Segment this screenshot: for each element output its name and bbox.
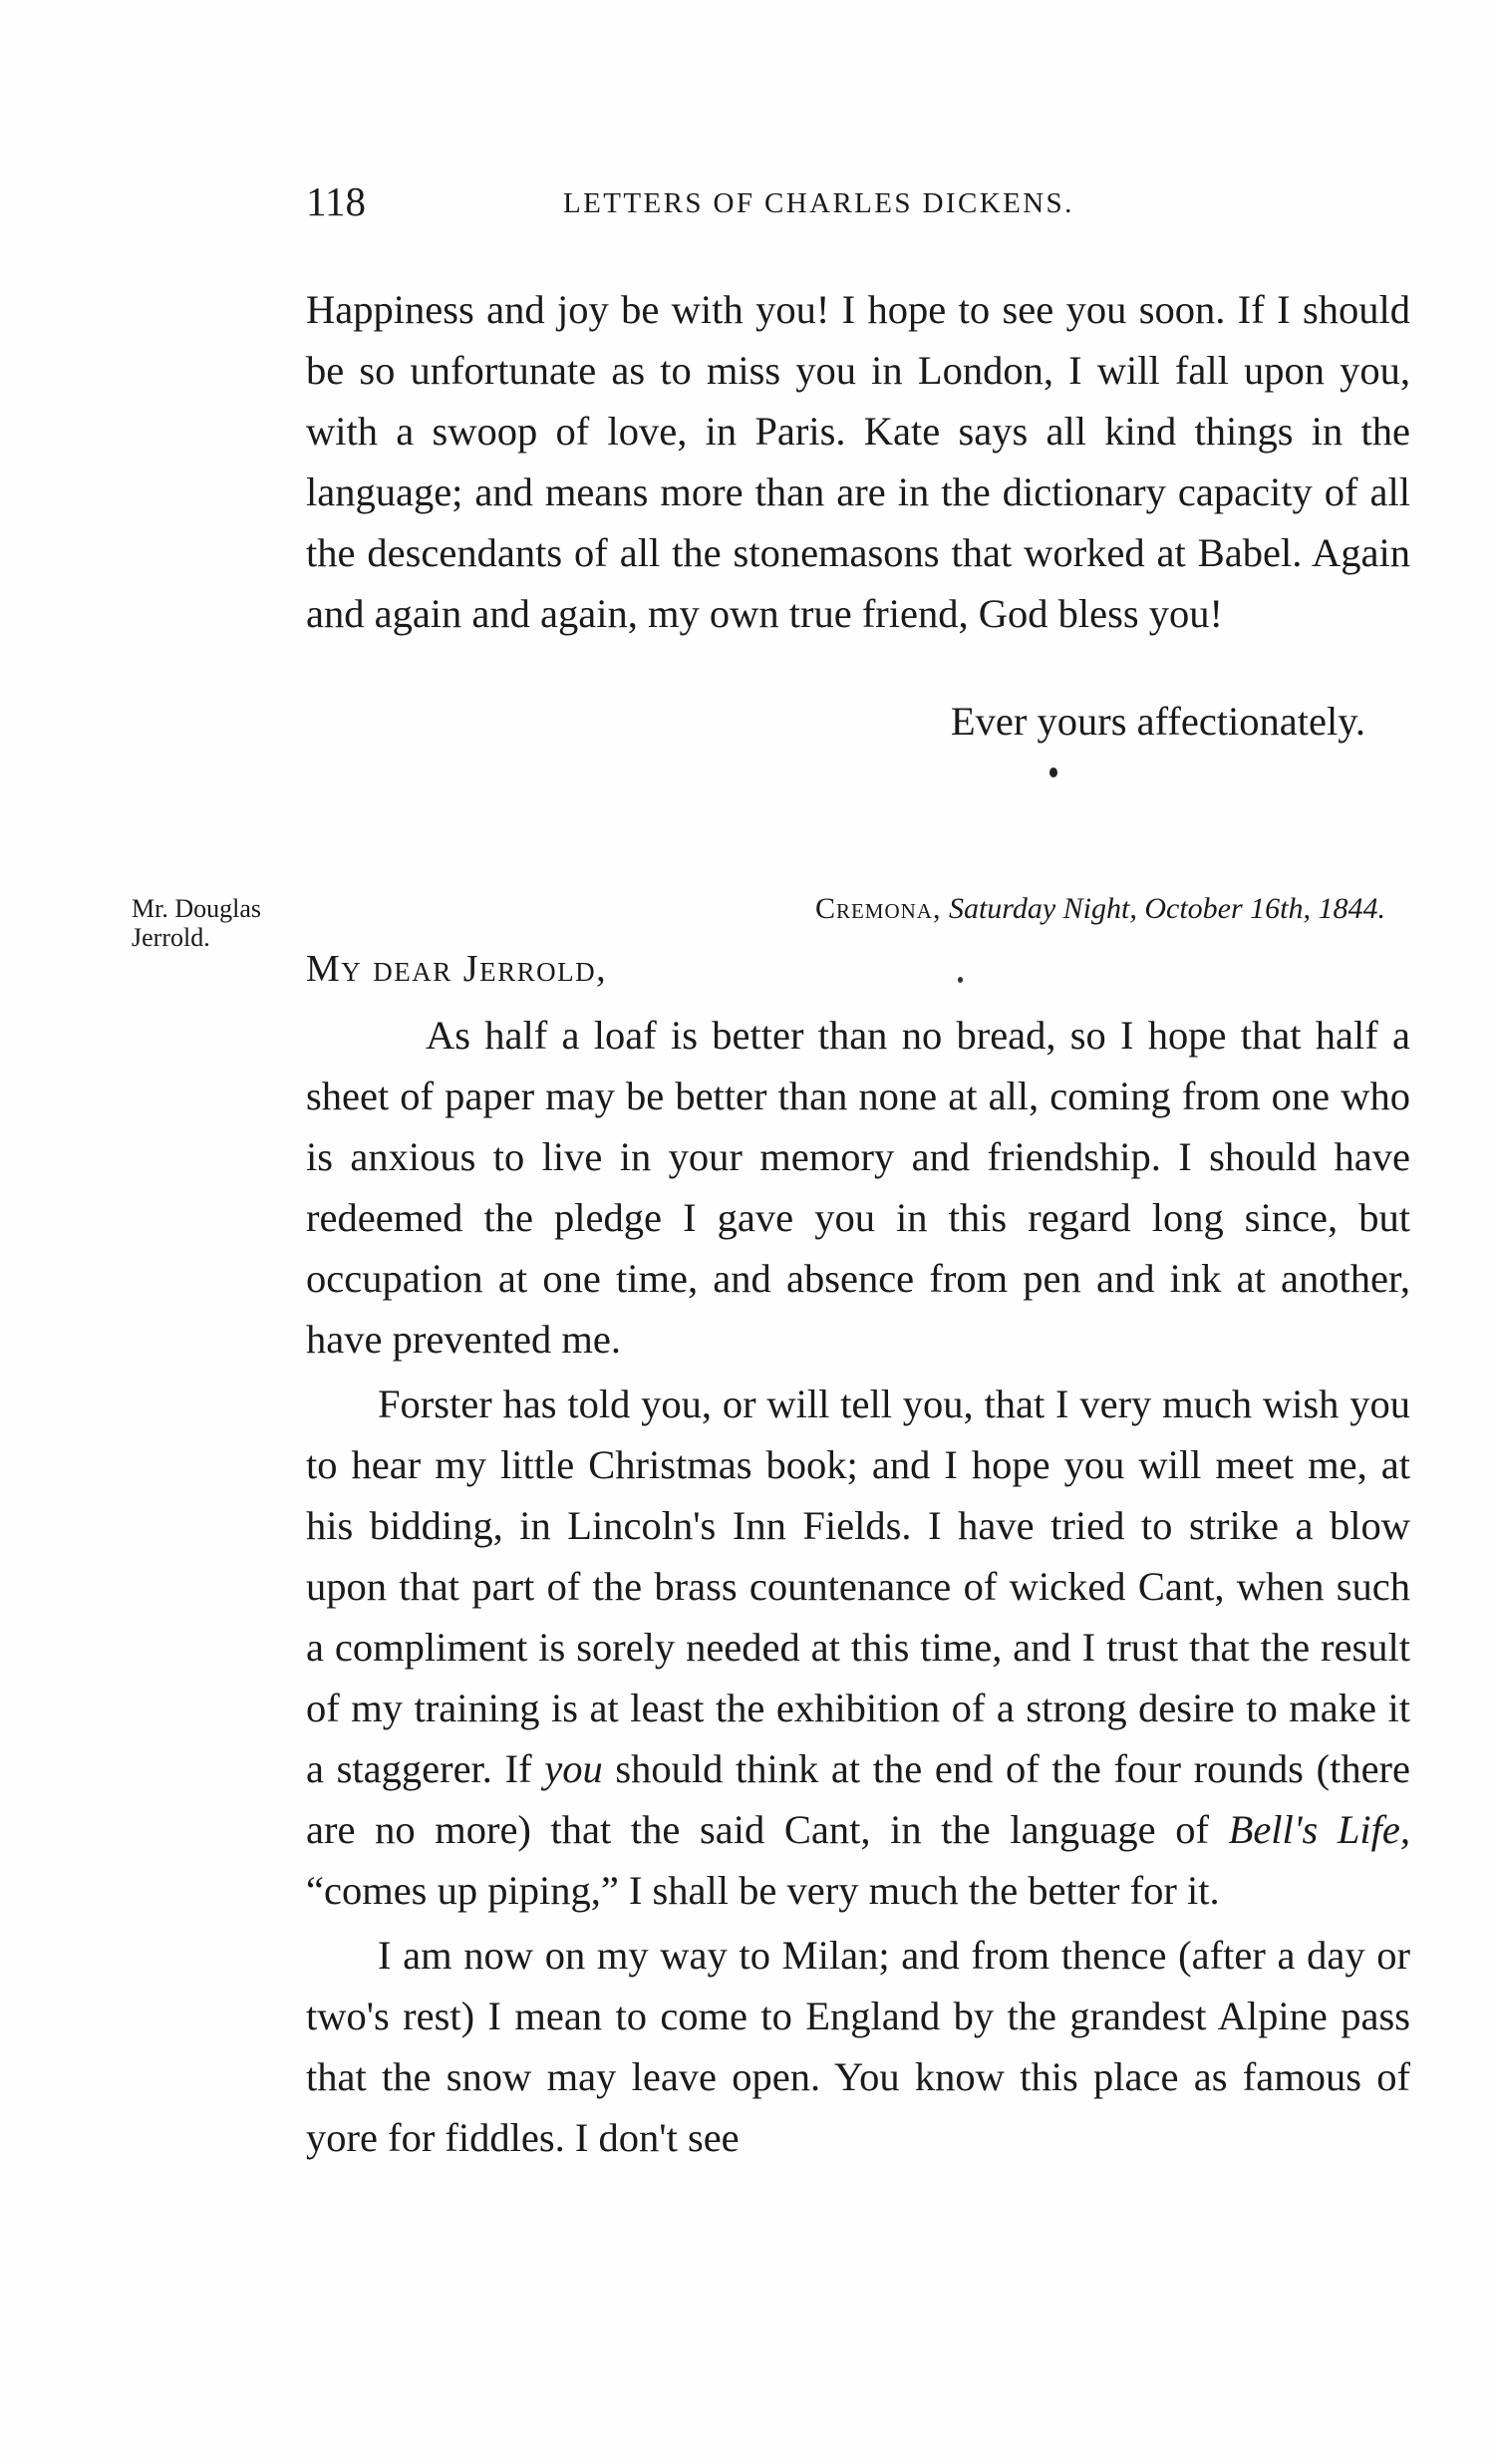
dateline-date: Saturday Night, October 16th, 1844.	[948, 892, 1385, 925]
paragraph-2	[306, 1374, 1410, 1921]
second-letter-body	[306, 1005, 1410, 2168]
ink-mark	[1049, 768, 1057, 777]
paragraph-3: I am now on my way to Milan; and from thence (after a day or two's rest) I mean to come to England by the grandest Alpine pass that the snow may leave open. You know this place as famous of yore for fiddles. I don't see	[306, 1933, 1410, 2160]
first-letter-paragraph: Happiness and joy be with you! I hope to see you soon. If I should be so unfortunate as to miss you in London, I will fall upon you, with a swoop of love, in Paris. Kate says all kind things in the language; and means more than are in the dictionary capacity of all the descendants of all the stonemasons that worked at Babel. Again and again and again, my own true friend, God bless you!	[306, 287, 1410, 636]
margin-note-recipient: Mr. Douglas Jerrold.	[132, 894, 261, 952]
italic-you: you	[544, 1746, 603, 1791]
page-number: 118	[306, 178, 366, 224]
ink-speck	[958, 977, 963, 983]
paragraph-2-part-c: “comes up piping,” I shall be very much the better for it.	[306, 1868, 1220, 1913]
dateline-place: Cremona,	[814, 892, 942, 925]
first-letter-body	[306, 279, 1410, 644]
italic-bells-life: Bell's Life,	[1228, 1807, 1410, 1852]
paragraph-2-part-a: Forster has told you, or will tell you, that I very much wish you to hear my little Christmas book; and I hope you will meet me, at his bidding, in Lincoln's Inn Fields. I have tried to strike a blow upon that part of the brass countenance of wicked Cant, when such a compliment is sorely needed at this time, and I trust that the result of my training is at least the exhibition of a strong desire to make it a staggerer. If	[306, 1382, 1410, 1791]
letter-salutation: My dear Jerrold,	[306, 948, 608, 990]
letter-closing: Ever yours affectionately.	[950, 699, 1365, 744]
page-header	[306, 177, 1223, 237]
running-title: LETTERS OF CHARLES DICKENS.	[563, 187, 1074, 219]
paragraph-1: As half a loaf is better than no bread, so I hope that half a sheet of paper may be better than none at all, coming from one who is anxious to live in your memory and friendship. I should have redeemed the pledge I gave you in this regard long since, but occupation at one time, and absence from pen and ink at another, have prevented me.	[306, 1013, 1410, 1362]
paragraph-2-part-b: should think at the end of the four rounds (there are no more) that the said Cant, in the language of	[306, 1746, 1411, 1852]
letter-dateline	[815, 892, 1385, 926]
